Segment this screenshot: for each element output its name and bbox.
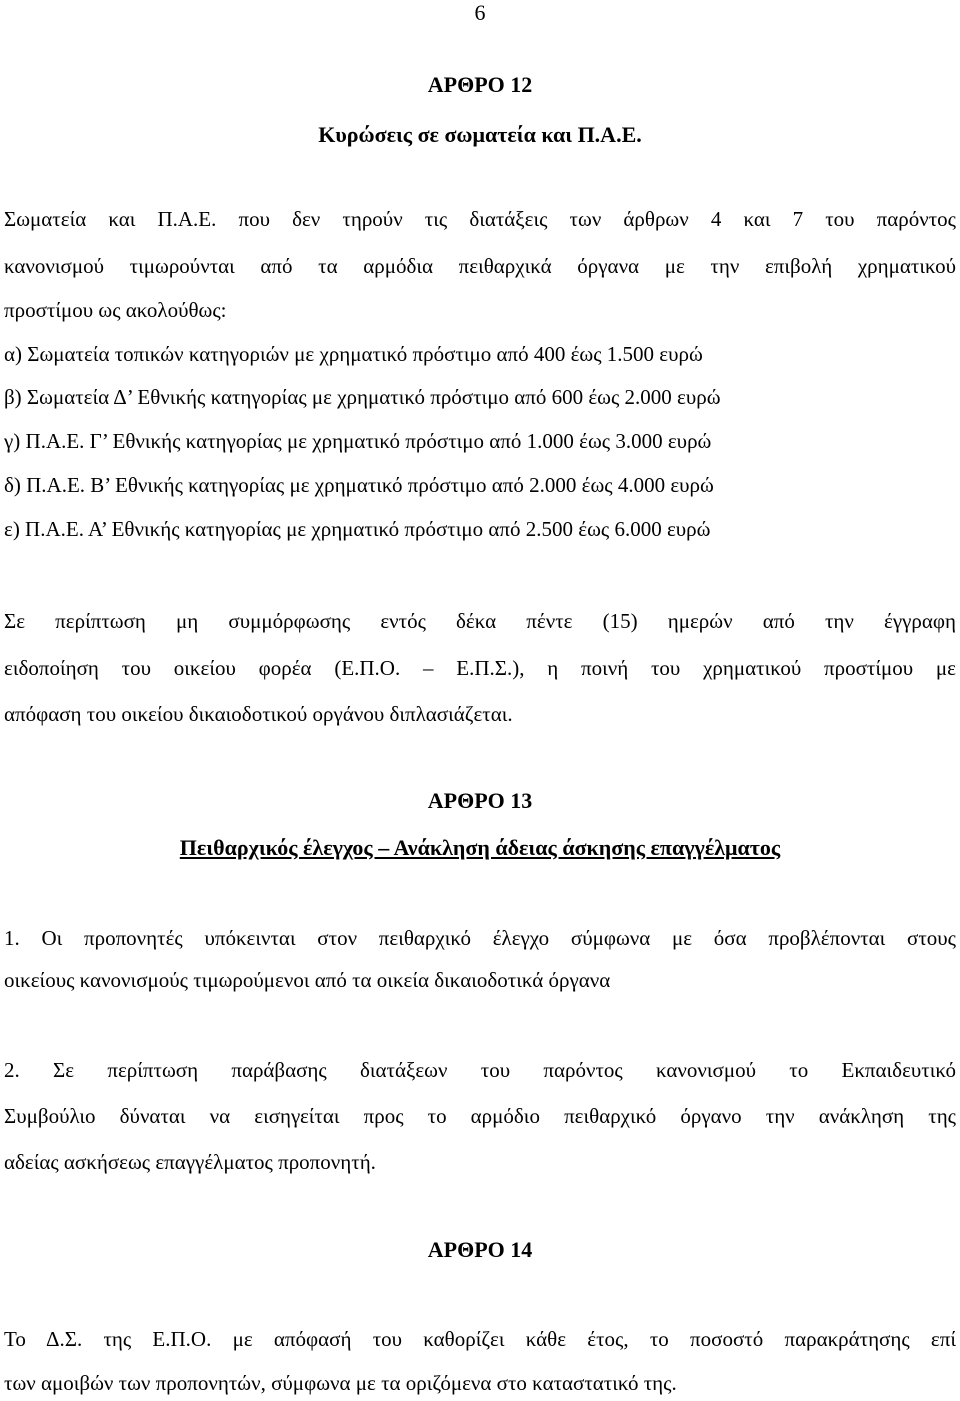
list-item: α) Σωματεία τοπικών κατηγοριών με χρηματικό πρόστιμο από 400 έως 1.500 ευρώ — [4, 342, 703, 366]
list-item: ε) Π.Α.Ε. Α’ Εθνικής κατηγορίας με χρηματικό πρόστιμο από 2.500 έως 6.000 ευρώ — [4, 517, 711, 541]
article-13-paragraph-1-line-2: οικείους κανονισμούς τιμωρούμενοι από τα οικεία δικαιοδοτικά όργανα — [4, 968, 611, 992]
article-14-paragraph-line-2: των αμοιβών των προπονητών, σύμφωνα με τα οριζόμενα στο καταστατικό της. — [4, 1371, 677, 1395]
article-14-paragraph-line-1: Το Δ.Σ. της Ε.Π.Ο. με απόφασή του καθορίζει κάθε έτος, το ποσοστό παρακράτησης επί — [4, 1327, 956, 1351]
article-13-paragraph-2-line-1: 2. Σε περίπτωση παράβασης διατάξεων του παρόντος κανονισμού το Εκπαιδευτικό — [4, 1058, 956, 1082]
article-13-subtitle: Πειθαρχικός έλεγχος – Ανάκληση άδειας άσκησης επαγγέλματος — [179, 835, 781, 860]
article-12-intro-line-2: κανονισμού τιμωρούνται από τα αρμόδια πειθαρχικά όργανα με την επιβολή χρηματικού — [4, 254, 956, 278]
article-13-title: ΑΡΘΡΟ 13 — [427, 788, 533, 813]
list-item: γ) Π.Α.Ε. Γ’ Εθνικής κατηγορίας με χρηματικό πρόστιμο από 1.000 έως 3.000 ευρώ — [4, 429, 712, 453]
article-13-paragraph-2-line-3: αδείας ασκήσεως επαγγέλματος προπονητή. — [4, 1150, 376, 1174]
article-12-intro-line-3: προστίμου ως ακολούθως: — [4, 298, 227, 322]
list-item: δ) Π.Α.Ε. Β’ Εθνικής κατηγορίας με χρηματικό πρόστιμο από 2.000 έως 4.000 ευρώ — [4, 473, 714, 497]
article-13-paragraph-1-line-1: 1. Οι προπονητές υπόκεινται στον πειθαρχικό έλεγχο σύμφωνα με όσα προβλέπονται στους — [4, 926, 956, 950]
article-12-intro-line-1: Σωματεία και Π.Α.Ε. που δεν τηρούν τις διατάξεις των άρθρων 4 και 7 του παρόντος — [4, 207, 956, 231]
page-number: 6 — [474, 0, 486, 25]
article-12-subtitle: Κυρώσεις σε σωματεία και Π.Α.Ε. — [318, 122, 642, 147]
list-item: β) Σωματεία Δ’ Εθνικής κατηγορίας με χρηματικό πρόστιμο από 600 έως 2.000 ευρώ — [4, 385, 721, 409]
article-12-paragraph-line-3: απόφαση του οικείου δικαιοδοτικού οργάνου διπλασιάζεται. — [4, 702, 513, 726]
article-13-paragraph-2-line-2: Συμβούλιο δύναται να εισηγείται προς το αρμόδιο πειθαρχικό όργανο την ανάκληση της — [4, 1104, 956, 1128]
article-12-title: ΑΡΘΡΟ 12 — [427, 72, 533, 97]
article-12-paragraph-line-2: ειδοποίηση του οικείου φορέα (Ε.Π.Ο. – Ε.Π.Σ.), η ποινή του χρηματικού προστίμου με — [4, 656, 956, 680]
article-14-title: ΑΡΘΡΟ 14 — [427, 1237, 533, 1262]
article-12-paragraph-line-1: Σε περίπτωση μη συμμόρφωσης εντός δέκα πέντε (15) ημερών από την έγγραφη — [4, 609, 956, 633]
